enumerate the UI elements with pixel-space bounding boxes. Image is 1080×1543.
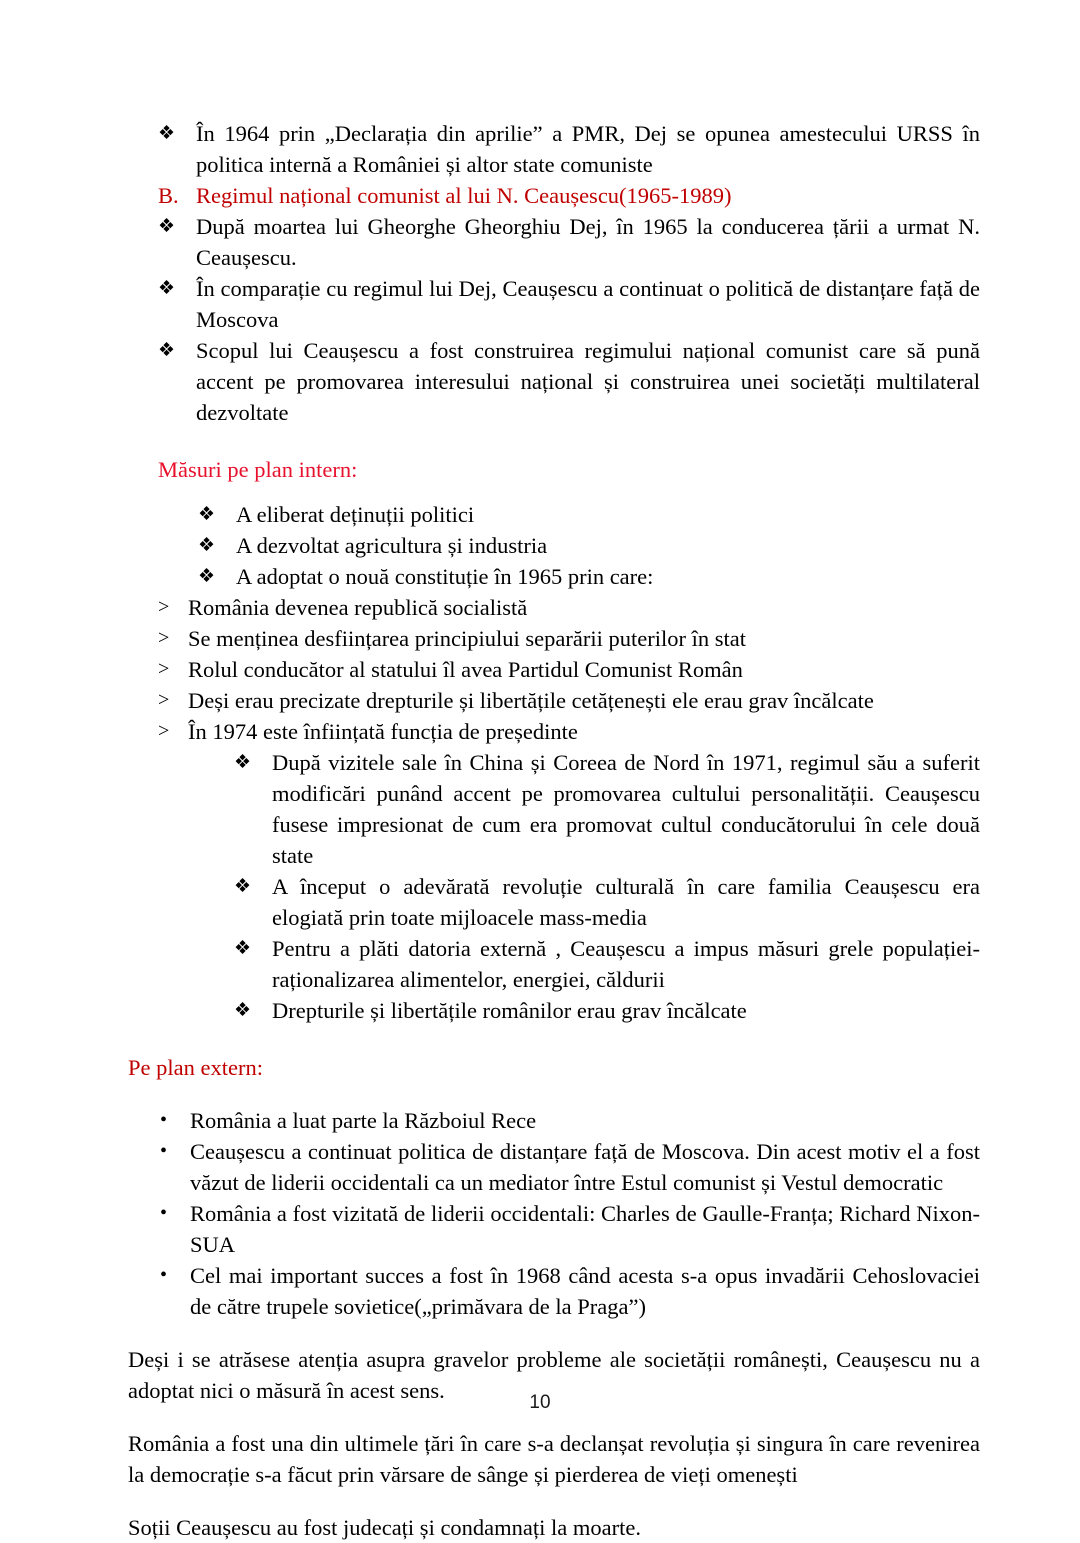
list-item-text: După vizitele sale în China și Coreea de Nord în 1971, regimul său a suferit modificări punând accent pe promovarea cultului personalității. Ceaușescu fusese impresionat de cum era promovat cultul conducătorului în cele două state <box>272 750 980 868</box>
section-heading-b <box>158 180 980 211</box>
list-item-text: România a luat parte la Războiul Rece <box>190 1108 537 1133</box>
list-item <box>158 716 980 747</box>
list-item <box>234 747 980 871</box>
diamond-bullet-icon: ❖ <box>198 566 216 587</box>
spacer <box>158 1083 980 1105</box>
diamond-bullet-icon: ❖ <box>158 278 176 299</box>
angle-bullet-icon: > <box>158 596 170 618</box>
list-item-text: Ceaușescu a continuat politica de distanțare față de Moscova. Din acest motiv el a fost văzut de liderii occidentali ca un mediator între Estul comunist și Vestul democratic <box>190 1139 980 1195</box>
list-item <box>198 499 980 530</box>
diamond-bullet-icon: ❖ <box>234 938 252 959</box>
spacer <box>158 1490 980 1512</box>
round-bullet-icon: • <box>160 1109 168 1131</box>
list-item <box>158 1198 980 1260</box>
constitution-points-list <box>158 592 980 747</box>
list-item-text: Pentru a plăti datoria externă , Ceaușescu a impus măsuri grele populației-raționalizarea alimentelor, energiei, căldurii <box>272 936 980 992</box>
page-number: 10 <box>529 1392 551 1413</box>
external-plan-list <box>158 1105 980 1322</box>
round-bullet-icon: • <box>160 1264 168 1286</box>
list-item-text: După moartea lui Gheorghe Gheorghiu Dej, în 1965 la conducerea țării a urmat N. Ceaușescu. <box>196 214 980 270</box>
diamond-bullet-icon: ❖ <box>234 876 252 897</box>
list-item <box>158 1136 980 1198</box>
list-item-text: A dezvoltat agricultura și industria <box>236 533 548 558</box>
list-item <box>158 211 980 273</box>
list-item-text: Scopul lui Ceaușescu a fost construirea regimului național comunist care să pună accent pe promovarea interesului național și construirea unei societăți multilateral dezvoltate <box>196 338 980 425</box>
closing-paragraph-1: Deși i se atrăsese atenția asupra gravelor probleme ale societății românești, Ceaușescu nu a adoptat nici o măsură în acest sens. <box>128 1347 980 1403</box>
list-item-text: În 1964 prin „Declarația din aprilie” a PMR, Dej se opunea amestecului URSS în politica internă a României și altor state comuniste <box>196 121 980 177</box>
spacer <box>158 428 980 454</box>
list-item <box>158 118 980 180</box>
list-item <box>158 1260 980 1322</box>
list-item <box>158 623 980 654</box>
list-item-text: Cel mai important succes a fost în 1968 când acesta s-a opus invadării Cehoslovaciei de către trupele sovietice(„primăvara de la Praga”) <box>190 1263 980 1319</box>
diamond-bullet-icon: ❖ <box>234 1000 252 1021</box>
list-item-text: În comparație cu regimul lui Dej, Ceaușescu a continuat o politică de distanțare față de Moscova <box>196 276 980 332</box>
list-item <box>158 273 980 335</box>
list-item <box>198 561 980 592</box>
internal-measures-list <box>198 499 980 592</box>
spacer <box>158 485 980 499</box>
round-bullet-icon: • <box>160 1202 168 1224</box>
list-item-text: A eliberat deținuții politici <box>236 502 475 527</box>
list-item-text: A început o adevărată revoluție culturală în care familia Ceaușescu era elogiată prin toate mijloacele mass-media <box>272 874 980 930</box>
list-item <box>234 871 980 933</box>
diamond-bullet-icon: ❖ <box>158 340 176 361</box>
section-letter: B. <box>158 183 179 208</box>
list-item-text: Drepturile și libertățile românilor erau grav încălcate <box>272 998 747 1023</box>
diamond-bullet-icon: ❖ <box>198 504 216 525</box>
list-item-text: România a fost vizitată de liderii occidentali: Charles de Gaulle-Franța; Richard Nixon-SUA <box>190 1201 980 1257</box>
list-item-text: Se menținea desființarea principiului separării puterilor în stat <box>188 626 746 651</box>
closing-paragraph-3: Soții Ceaușescu au fost judecați și condamnați la moarte. <box>128 1515 641 1540</box>
list-item <box>158 1105 980 1136</box>
section-title: Regimul național comunist al lui N. Ceaușescu(1965-1989) <box>196 183 732 208</box>
top-bullet-list-continued <box>158 211 980 428</box>
diamond-bullet-icon: ❖ <box>198 535 216 556</box>
spacer <box>158 1322 980 1344</box>
closing-paragraph-2: România a fost una din ultimele țări în care s-a declanșat revoluția și singura în care revenirea la democrație s-a făcut prin vărsare de sânge și pierderea de vieți omenești <box>128 1431 980 1487</box>
round-bullet-icon: • <box>160 1140 168 1162</box>
angle-bullet-icon: > <box>158 627 170 649</box>
list-item-text: A adoptat o nouă constituție în 1965 prin care: <box>236 564 654 589</box>
diamond-bullet-icon: ❖ <box>158 123 176 144</box>
list-item-text: România devenea republică socialistă <box>188 595 528 620</box>
list-item <box>158 654 980 685</box>
diamond-bullet-icon: ❖ <box>234 752 252 773</box>
list-item-text: Deși erau precizate drepturile și libertățile cetățenești ele erau grav încălcate <box>188 688 874 713</box>
angle-bullet-icon: > <box>158 720 170 742</box>
heading-internal-measures: Măsuri pe plan intern: <box>158 457 358 482</box>
angle-bullet-icon: > <box>158 689 170 711</box>
list-item <box>158 335 980 428</box>
list-item <box>158 685 980 716</box>
list-item-text: În 1974 este înființată funcția de președinte <box>188 719 578 744</box>
list-item <box>158 592 980 623</box>
angle-bullet-icon: > <box>158 658 170 680</box>
top-bullet-list <box>158 118 980 180</box>
list-item-text: Rolul conducător al statului îl avea Partidul Comunist Român <box>188 657 743 682</box>
heading-external-plan: Pe plan extern: <box>128 1055 263 1080</box>
list-item <box>234 995 980 1026</box>
spacer <box>158 1026 980 1052</box>
list-item <box>198 530 980 561</box>
list-item <box>234 933 980 995</box>
diamond-bullet-icon: ❖ <box>158 216 176 237</box>
internal-measures-list-continued <box>234 747 980 1026</box>
